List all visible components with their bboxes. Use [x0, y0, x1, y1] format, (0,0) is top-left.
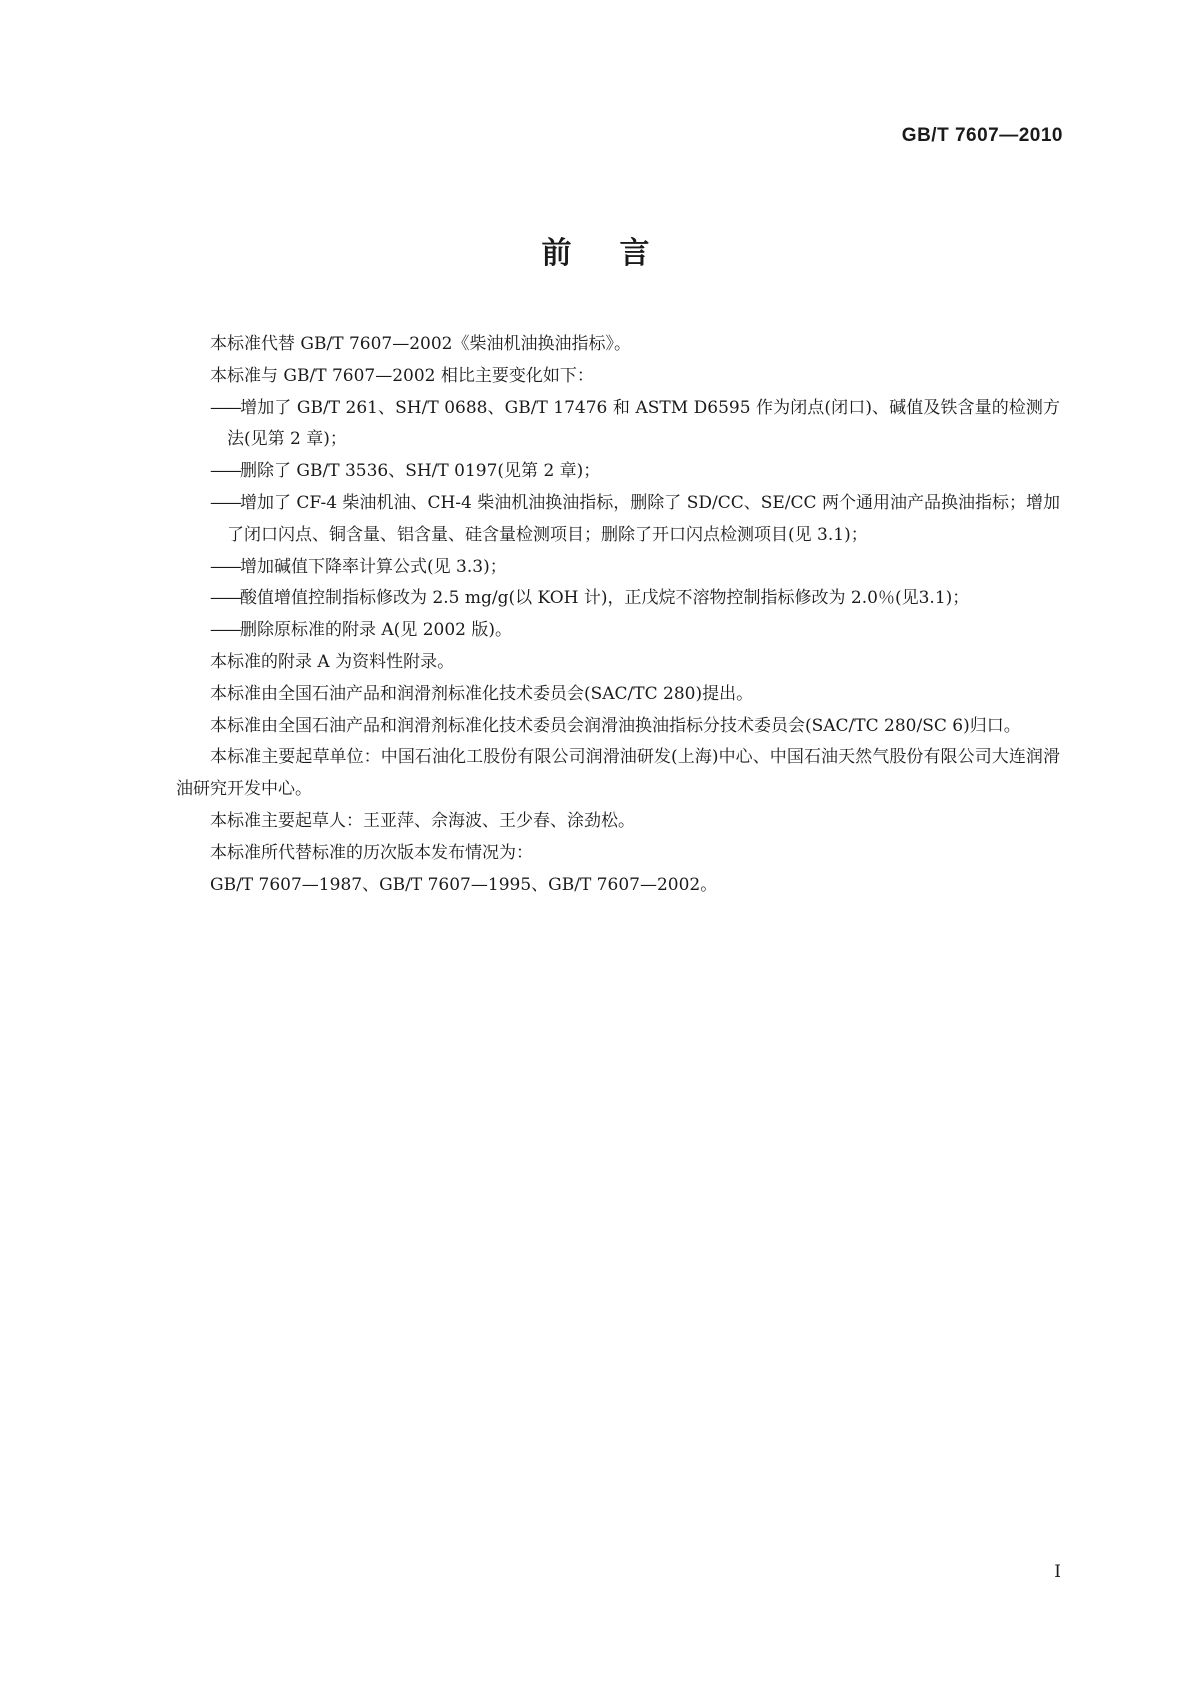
dash-marker: ——	[210, 588, 240, 609]
change-item-1	[176, 393, 1060, 457]
paragraph-drafting-units: 本标准主要起草单位：中国石油化工股份有限公司润滑油研发(上海)中心、中国石油天然气股份有限公司大连润滑油研究开发中心。	[176, 747, 1060, 800]
page-title: 前言	[541, 236, 698, 271]
dash-marker: ——	[210, 492, 240, 513]
paragraph-replaces: 本标准代替 GB/T 7607—2002《柴油机油换油指标》。	[210, 334, 631, 354]
paragraph-appendix: 本标准的附录 A 为资料性附录。	[210, 651, 455, 672]
change-item-text: 增加了 CF-4 柴油机油、CH-4 柴油机油换油指标，删除了 SD/CC、SE/CC 两个通用油产品换油指标；增加了闭口闪点、铜含量、铝含量、硅含量检测项目；删除了开口闪点检测项目(见 3.1)；	[227, 492, 1060, 545]
change-item-text: 删除原标准的附录 A(见 2002 版)。	[240, 620, 513, 641]
paragraph-version-history-intro: 本标准所代替标准的历次版本发布情况为：	[210, 842, 533, 863]
change-item-text: 增加碱值下降率计算公式(见 3.3)；	[240, 556, 507, 577]
change-item-2	[176, 456, 1060, 488]
change-item-text: 删除了 GB/T 3536、SH/T 0197(见第 2 章)；	[240, 461, 601, 482]
dash-marker: ——	[210, 461, 240, 482]
paragraph-version-history: GB/T 7607—1987、GB/T 7607—1995、GB/T 7607—2002。	[210, 874, 718, 895]
paragraph-managed-by: 本标准由全国石油产品和润滑剂标准化技术委员会润滑油换油指标分技术委员会(SAC/TC 280/SC 6)归口。	[210, 715, 1021, 736]
dash-marker: ——	[210, 556, 240, 577]
page-number: I	[1054, 1562, 1061, 1582]
standard-number: GB/T 7607—2010	[901, 125, 1063, 146]
change-item-4	[176, 552, 1060, 584]
paragraph-drafters: 本标准主要起草人：王亚萍、佘海波、王少春、涂劲松。	[210, 810, 635, 831]
dash-marker: ——	[210, 620, 240, 641]
change-item-text: 酸值增值控制指标修改为 2.5 mg/g(以 KOH 计)，正戊烷不溶物控制指标修改为 2.0％(见3.1)；	[240, 588, 970, 609]
dash-marker: ——	[210, 397, 240, 418]
change-item-3	[176, 488, 1060, 552]
change-item-text: 增加了 GB/T 261、SH/T 0688、GB/T 17476 和 ASTM D6595 作为闭点(闭口)、碱值及铁含量的检测方法(见第 2 章)；	[227, 397, 1060, 450]
change-item-5	[176, 583, 1060, 615]
paragraph-main-changes: 本标准与 GB/T 7607—2002 相比主要变化如下：	[210, 365, 594, 386]
change-item-6	[176, 615, 1060, 647]
document-body	[176, 329, 1060, 901]
paragraph-proposed-by: 本标准由全国石油产品和润滑剂标准化技术委员会(SAC/TC 280)提出。	[210, 683, 754, 704]
